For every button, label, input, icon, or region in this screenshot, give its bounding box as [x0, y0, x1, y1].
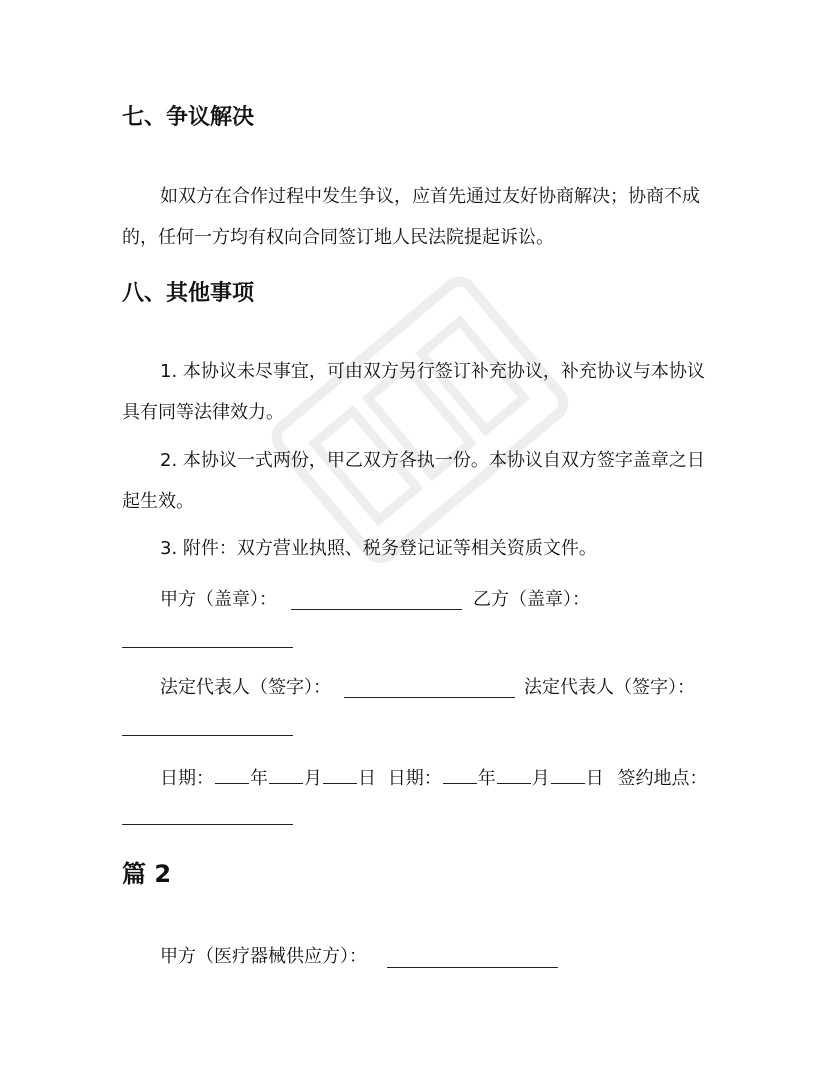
section-heading-other-matters: 八、其他事项	[122, 281, 255, 306]
blank-rep-a	[344, 697, 515, 698]
blank-party-b-seal	[122, 647, 293, 648]
list-item-clause-3: 3. 附件：双方营业执照、税务登记证等相关资质文件。	[160, 538, 597, 559]
label-date-b: 日期：	[387, 768, 442, 789]
blank-rep-b	[122, 735, 293, 736]
list-item-clause-1: 1. 本协议未尽事宜，可由双方另行签订补充协议，补充协议与本协议具有同等法律效力。	[122, 361, 705, 423]
label-signing-place: 签约地点：	[617, 768, 708, 789]
label-party-a-seal: 甲方（盖章）：	[160, 589, 277, 610]
blank-month-a	[269, 765, 303, 784]
blank-year-a	[215, 765, 249, 784]
list-item-clause-2: 2. 本协议一式两份，甲乙双方各执一份。本协议自双方签字盖章之日起生效。	[122, 450, 705, 512]
label-rep-b: 法定代表人（签字）：	[524, 677, 695, 698]
blank-day-a	[323, 765, 357, 784]
blank-signing-place	[122, 824, 293, 825]
label-day-a: 日	[358, 768, 376, 789]
part-heading-2: 篇 2	[122, 860, 172, 888]
paragraph-dispute: 如双方在合作过程中发生争议，应首先通过友好协商解决；协商不成的，任何一方均有权向合同签订地人民法院提起诉讼。	[122, 186, 700, 248]
label-day-b: 日	[585, 768, 604, 789]
label-rep-a: 法定代表人（签字）：	[160, 677, 331, 698]
section-heading-dispute: 七、争议解决	[122, 105, 255, 130]
label-party-b-seal: 乙方（盖章）：	[473, 589, 590, 610]
label-month-b: 月	[531, 768, 550, 789]
blank-party-a-seal	[291, 609, 462, 610]
blank-party-a-supplier	[387, 967, 558, 968]
label-party-a-supplier: 甲方（医疗器械供应方）：	[160, 946, 367, 967]
date-place-line	[160, 765, 707, 791]
label-year-b: 年	[477, 768, 496, 789]
label-year-a: 年	[250, 768, 268, 789]
blank-day-b	[551, 765, 585, 784]
label-date-a: 日期：	[160, 768, 214, 789]
blank-month-b	[497, 765, 531, 784]
blank-year-b	[443, 765, 477, 784]
label-month-a: 月	[304, 768, 322, 789]
